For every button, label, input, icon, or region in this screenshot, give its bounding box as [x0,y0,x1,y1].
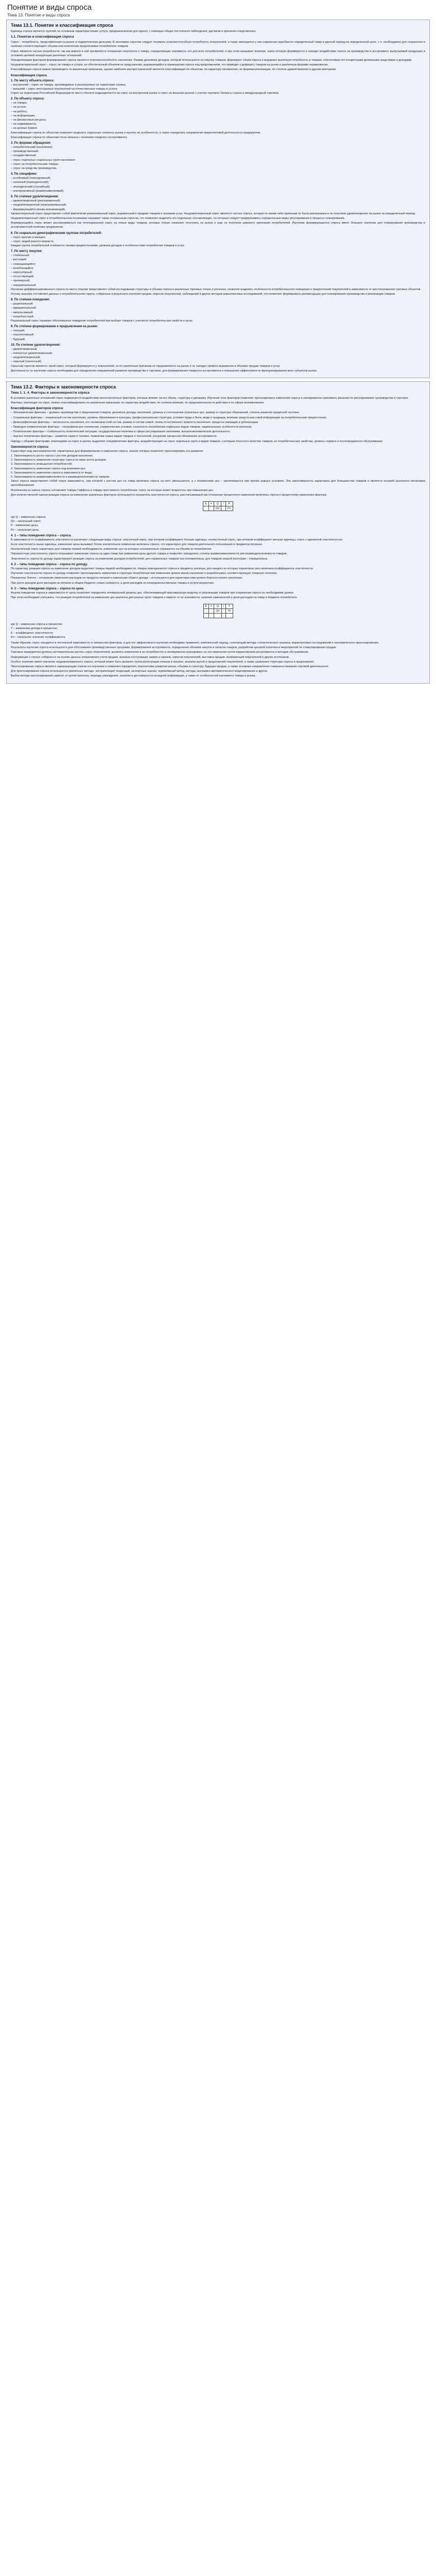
list-item: – стабильный; [11,254,30,258]
table-row [203,604,233,609]
group-label: 7. По месту покупки: [11,250,43,253]
table-row [203,614,233,618]
group-label: 6. По социально-демографическим группам потребителей: [11,231,102,235]
list-item: – растущий; [11,258,27,262]
table-row [203,506,233,511]
table-cell [209,609,214,614]
list-item: 6. Закономерность взаимозаменяемости и взаимодополняемости товаров. [11,476,110,479]
group-label: 8. По степени поведения: [11,298,50,302]
table-cell: Po [226,506,233,511]
list-item: – на ценные бумаги. [11,127,38,130]
legend-line: Y – изменение дохода в процентах; [11,627,58,631]
list-item: 1. Закономерность роста спроса с ростом доходов населения. [11,454,93,458]
table-cell: Е [203,502,209,506]
list-item: – спрос людей разного возраста. [11,240,55,243]
paragraph: Таким образом, спрос находится в постоянной зависимости от множества факторов, и для его эффективного изучения необходимо применять комплексный подход, сочетающий методы статистического анализа, маркетинговых исследований и экономического прогнозирования. [11,641,379,645]
table-cell: Qo [214,609,221,614]
list-item: – скрытый (латентный). [11,360,42,364]
list-item: – эпизодический (случайный); [11,185,50,189]
paragraph: Определяющим фактором формирования спроса является платежеспособность населения. Размер денежных доходов, который используется на покупку товаров, формирует объём спроса и выражает рыночную потребность в товарах, обеспечивая его конкретными денежными средствами и доходами. [11,59,412,62]
paragraph: Исключения из закона спроса составляют товары Гиффена и товары престижного потребления, спрос на которые может возрастать при повышении цен. [11,488,214,492]
section-heading: 4. 1 – типы поведения спроса – спроса. [11,534,72,537]
paragraph: Наряду с общими факторами, влияющими на спрос в целом, выделяют специфические факторы, воздействующие на спрос отдельных групп и видов товаров, к которым относятся качество товаров, их потребительские свойства, уровень сервиса и послепродажного обслуживания. [11,439,383,443]
income-elasticity-table [203,604,233,618]
paragraph: В условиях рыночных отношений спрос подвергается воздействию многочисленных факторов, которые влияют на его объем, структуру и динамику. Изучение этих факторов позволяет прогнозировать изменения спроса и своевременно принимать решения по регулированию производства и торговли. [11,397,409,400]
paragraph: Скрытым спросом является такой спрос, который формируется у покупателей, но по различным причинам не предъявляется на рынке и не находит прямого выражения в объемах продаж товаров и услуг. [11,364,281,368]
paragraph: Информация о спросе собирается на основе данных оперативного учета продаж, анализа поступивших заявок и заказов, опросов покупателей, выставок-продаж, конференций покупателей и других источников. [11,655,290,659]
legend-line: Po – начальная цена. [11,528,40,532]
table-cell [203,609,209,614]
paragraph: Спрос на территории Российской Федерации по месту объекта подразделяется на спрос на внутреннем рынке и спрос на внешних рынках с учетом торгового баланса страны и международной торговли. [11,92,280,95]
list-item: – на финансовые ресурсы; [11,118,47,122]
list-item: – на услуги; [11,106,27,109]
paragraph: Эластичность спроса по доходу характеризует реакцию спроса на изменение доходов потребителей: для нормальных товаров она положительна, для товаров низшей категории – отрицательна. [11,557,268,561]
table-cell: = [208,502,214,506]
list-item: – спрос мужчин и женщин; [11,235,46,239]
list-item: – альтернативный (взаимозаменяемый). [11,189,64,193]
list-item: – государственный; [11,154,37,158]
topic-heading: Тема 13.1. Понятие и классификация спроса [11,23,113,28]
list-item: – иррациональный; [11,307,37,310]
paragraph: Для количественной оценки реакции спроса на изменение различных факторов используется показатель эластичности спроса, рассчитываемый как отношение процентного изменения величины спроса к процентному изменению фактора. [11,493,327,497]
list-item: – на товары; [11,101,28,105]
group-10-list [11,347,425,364]
legend-line: где Q – изменение спроса в процентах; [11,623,63,626]
paragraph: Показатель Энгеля – отношение изменения расходов на продукты питания к изменению общего дохода – используется для характеристики уровня благосостояния населения. [11,577,243,580]
group-4-list [11,176,425,193]
section-heading: 4. 3 – типы поведения спроса – спроса по цене. [11,587,84,590]
paragraph: Классификация спроса по объектам тесно связана с понятием товарного ассортимента. [11,135,128,139]
page [0,0,436,693]
paragraph: Деятельность по изучению спроса необходима для определения направлений развития производства и торговли, для формирования товарного ассортимента и повышения эффективности функционирования всех субъектов рынка. [11,369,318,372]
elasticity-formula-figure [11,501,425,511]
list-item: – текущий; [11,329,25,333]
legend-line: где Q – изменение спроса; [11,516,46,519]
paragraph: Неудовлетворенный спрос в потребительском понимании называют также отложенным спросом, что позволяет выделить его отдельные составляющие, по которым следует предпринимать определенные меры регулирования в процессе планирования. [11,216,345,220]
list-item: – полностью удовлетворенный; [11,351,53,355]
paragraph: Удовлетворенный спрос представляет собой фактически реализованный спрос, выраженный в продаже товаров и оказании услуг. Неудовлетворенный спрос является частью спроса, которая по каким-либо причинам не была реализована и не получила удовлетворения на рынке за определенный период. [11,212,416,215]
paragraph: Закон спроса представляет собой такую зависимость, при которой с ростом цен на товар величина спроса на него уменьшается, а с понижением цен – увеличивается при прочих равных условиях. Эта закономерность характерна для большинства товаров и является основой рыночного механизма ценообразования. [11,480,425,487]
list-item: – неудовлетворенный (нереализованный); [11,204,67,207]
list-item: – нерегулярный; [11,270,33,274]
table-row [203,502,233,506]
paragraph: Прогнозирование спроса является завершающим этапом его изучения и позволяет определить перспективы развития рынка, объемы и структуру будущих продаж, а также основные направления совершенствования торговой деятельности. [11,665,329,668]
factor-item: – Демографические факторы – численность населения, его половозрастной состав, размер и состав семей, темпы естественного прироста населения, процессы миграции и урбанизации. [11,420,259,424]
paragraph: Неэластичный спрос характерен для товаров первой необходимости, изменение цен на которые незначительно отражается на объеме их потребления. [11,548,212,551]
group-2-list [11,101,425,130]
breadcrumb[interactable]: Тема 13. Понятие и виды спроса [7,13,70,18]
list-item: – рациональный; [11,302,33,306]
intro-paragraph: Единица спроса является группой, по основным характеристикам: услуга, предназначенная для одного, с помощью общих постоянного наблюдения, датчиков и причинно-следственных. [11,30,257,33]
list-item: – нерациональный. [11,283,37,287]
group-9-list [11,329,425,342]
group-label: 9. По степени формирования и предъявления на рынке: [11,325,98,329]
group-label: 4. По специфике: [11,173,38,176]
list-item: – потребительский (населения); [11,146,53,149]
group-label: 3. По формам обращения: [11,142,51,145]
paragraph: Торговые предприятия должны систематически изучать спрос покупателей, выявлять изменения в их потребностях и своевременно реагировать на эти изменения путем корректировки ассортимента и методов обслуживания. [11,651,309,654]
list-item: – отсутствующий; [11,275,34,279]
topic-13-2-box [6,381,430,684]
paragraph: Для прогнозирования спроса используются различные методы: экстраполяция тенденций, экспертные оценки, нормативный метод, методы экономико-математического моделирования и другие. [11,670,268,673]
laws-list [11,454,425,479]
group-label: 1. По месту объекта спроса: [11,79,55,82]
group-8-list [11,302,425,319]
table-cell: / [221,502,226,506]
paragraph: Формирующийся спрос может рассматриваться как потенциальный спрос на новые виды товаров, которые только начинают поступать на рынок и еще не получили широкого признания потребителей. Изучение формирующегося спроса имеет большое значение для планирования производства и ассортиментной политики предприятия. [11,222,425,229]
table-cell: Y [226,604,233,609]
laws-heading: Закономерности спроса: [11,445,49,449]
table-cell: P [226,502,233,506]
section-heading: 1.1. Понятие и классификация спроса [11,35,74,39]
elasticity-formula-table [203,501,233,511]
table-cell [209,614,214,618]
group-label: 2. По объекту спроса: [11,97,45,101]
section-heading: 4. 2 – типы поведения спроса – спроса по доходу. [11,563,88,566]
legend-line: P – изменение цены; [11,524,39,528]
group-7-list [11,253,425,287]
group-label: 10. По степени удовлетворения: [11,343,61,347]
table-cell: Qo [214,506,221,511]
table-cell: Q [214,502,221,506]
final-paragraphs [11,641,425,679]
paragraph: Спрос – потребность, представленная на рынке и подкрепленная деньгами. В экономике спросом следует понимать платежеспособную потребность покупателей, а также имеющееся у них намерение приобрести определенный товар в данный период по определенной цене, т. е. необходимое для сохранения в наличии соответствующего объема или количества предлагаемых потребителю товаров. [11,41,425,48]
list-item: – спрос на потребительские товары; [11,162,59,166]
formula-legend [11,622,425,639]
list-item: – неудовлетворенный; [11,356,41,360]
group-5-list [11,199,425,212]
paragraph: Факторы, влияющие на спрос, можно классифицировать по различным признакам: по характеру воздействия, по степени влияния, по продолжительности действия и по сфере возникновения. [11,401,265,405]
group-6-list [11,235,425,244]
table-cell: Q [214,604,221,609]
list-item: – устойчивый (повседневный); [11,177,51,180]
table-cell [203,506,209,511]
factors-heading: Классификация факторов спроса: [11,407,64,411]
table-cell [226,614,233,618]
paragraph: Основу анализа составляют данные о потребительском спросе, собранные в результате изучения продаж, опросов покупателей, наблюдений и других методов маркетинговых исследований, что позволяет формировать рекомендации для планирования производства и реализации товаров. [11,292,396,296]
legend-line: Qo – начальный спрос; [11,520,42,523]
table-cell: / [221,604,226,609]
list-item: – внешний – спрос иностранных покупателей на отечественные товары и услуги. [11,87,118,91]
legend-line: Ео – начальное значение коэффициента. [11,635,66,639]
legend-line: E – коэффициент эластичности; [11,631,54,635]
paragraph: Рациональный спрос отражает обоснованное поведение потребителей при выборе товаров с учетом их потребительских свойств и цены. [11,319,194,323]
list-item: – будущий. [11,337,26,341]
list-item: – потребностный. [11,315,34,318]
factor-item: – Экономические факторы – уровень производства и предложения товаров, денежные доходы населения, уровень и соотношение розничных цен, размер и структура сбережений, степень развития кредитной системы. [11,411,300,415]
topic-13-1-box [6,20,430,378]
list-item: – перспективный; [11,333,34,337]
group-3-list [11,145,425,171]
paragraph: Если эластичность выше единицы, изменение цены вызывает более значительное изменение величины спроса, что характерно для товаров длительного пользования и предметов роскоши. [11,543,263,547]
table-cell: Yo [226,609,233,614]
paragraph: Выбор метода прогнозирования зависит от целей прогноза, периода упреждения, наличия и достоверности исходной информации, а также от особенностей изучаемого товара и рынка. [11,674,256,678]
list-item: – колеблющийся; [11,266,34,270]
table-cell [221,614,226,618]
paragraph: Изучение дифференцированного спроса по месту покупки представляет собой исследование структуры и объема спроса в различных торговых точках и регионах, позволяя выделить особенности потребительского поведения и предпочтений покупателей в зависимости от местоположения торговых объектов. [11,287,421,291]
paragraph: Классификация спроса можно производить по различным признакам, однако наиболее распространенной является классификация по объектам, по характеру проявления, по формам реализации, по степени удовлетворения и другим критериям. [11,68,337,72]
table-cell [221,609,226,614]
paragraph: Неудовлетворенный спрос – спрос на товары и услуги, не обеспеченный объемом их предложения, выражающийся в превышении спроса над предложением, что приводит к дефициту товаров на рынке и различным формам неравновесия. [11,63,328,67]
table-row [203,609,233,614]
paragraph: Спрос является частью потребности, так как именно в ней проявляется отношение покупателя к товару, определяющая значимость его для всех потребителей, и при этом оказывает влияние, через которую формируется и находит воздействие спроса на производство и ассортимент выпускаемой продукции, в условиях целевой конкуренции рыночных отношений. [11,49,425,57]
list-item: 2. Закономерность изменения структуры спроса по мере роста доходов. [11,459,107,462]
page-title: Понятие и виды спроса [7,3,92,12]
list-item: – сокращающийся; [11,262,36,266]
list-item: – внутренний – спрос на товары, производимые и реализуемые на территории страны; [11,83,126,87]
paragraph: В зависимости от коэффициента эластичности различают следующие виды спроса: эластичный спрос, при котором коэффициент больше единицы; неэластичный спрос, при котором коэффициент меньше единицы; спрос с единичной эластичностью. [11,538,343,541]
classification-heading: Классификация спроса [11,74,47,77]
formula-legend [11,515,425,532]
income-elasticity-figure [11,604,425,618]
factor-item: – Научно-технические факторы – развитие науки и техники, появление новых видов товаров и технологий, ускорение процессов обновления ассортимента. [11,435,217,438]
paragraph: Изучение эластичности спроса по доходу позволяет прогнозировать изменения в структуре потребления при изменении уровня жизни населения и разрабатывать соответствующую товарную политику. [11,572,277,575]
list-item: 3. Закономерность возвышения потребностей. [11,463,73,466]
paragraph: Существует ряд закономерностей, характерных для формирования и изменения спроса, знание которых позволяет прогнозировать его развитие: [11,449,204,453]
list-item: – формирующийся (вновь возникающий). [11,208,66,211]
table-cell [203,614,209,618]
list-item: – на работы; [11,110,28,113]
list-item: – на информацию; [11,114,36,117]
paragraph: Классификация спроса по объектам позволяет выделить отдельные сегменты рынка и изучить их особенности, а также определить направления маркетинговой деятельности предприятия. [11,131,261,134]
table-cell [221,506,226,511]
paragraph: Каждая группа потребителей отличается своими предпочтениями, уровнем доходов и особенностями потребления товаров и услуг. [11,244,185,247]
list-item: – удовлетворенный; [11,347,38,351]
list-item: – производственный; [11,150,39,154]
list-item: – сезонный (периодический); [11,181,49,184]
table-cell [214,614,221,618]
paragraph: Перекрестная эластичность спроса показывает изменение спроса на один товар при изменении цены другого товара и позволяет определить степень взаимозаменяемости или взаимодополняемости товаров. [11,552,288,556]
list-item: – на недвижимость; [11,123,37,126]
list-item: – импульсивный; [11,311,33,314]
list-item: – спрос отдельных социальных групп населения; [11,158,76,162]
table-cell: Е [203,604,209,609]
list-item: 4. Закономерность изменения спроса под влиянием цен. [11,467,86,470]
factor-item: – Политические факторы – стабильность политической ситуации, государственная политика в сфере регулирования экономики, внешнеэкономическая деятельность. [11,430,231,434]
list-item: 5. Закономерность изменения спроса в зависимости от моды. [11,471,93,474]
group-label: 5. По степени удовлетворения: [11,195,59,199]
paragraph: Особое значение имеет изучение неудовлетворенного спроса, который может быть выявлен путем регистрации отказов в покупке, анализа жалоб и предложений покупателей, а также сравнения структуры спроса и предложения. [11,660,315,664]
list-item: – спрос на средства производства. [11,167,57,171]
table-cell: = [209,604,214,609]
paragraph: По характеру реакции спроса на изменение доходов выделяют товары первой необходимости, товары повседневного спроса и предметы роскоши, для каждого из которых характерна своя величина коэффициента эластичности. [11,567,314,570]
table-cell [208,506,214,511]
list-item: – удовлетворенный (реализованный); [11,199,61,203]
topic-heading: Тема 13.2. Факторы и закономерности спроса [11,384,116,389]
group-1-list [11,83,425,91]
section-heading: Тема 1. 1. 4. Факторы и закономерности спроса [11,391,90,395]
paragraph: Результаты изучения спроса используются для обоснования производственных программ, формирования ассортимента, определения объемов закупок и запасов товаров, разработки ценовой политики и мероприятий по стимулированию продаж. [11,646,337,650]
paragraph: При этом необходимо учитывать, что реакция потребителей на изменение цен различна для разных групп товаров и зависит от их значимости, наличия заменителей и доли расходов на товар в бюджете потребителя. [11,596,298,599]
factor-item: – Природно-климатические факторы – географическое положение, климатические условия, сезонность потребления отдельных видов товаров, национальные особенности регионов. [11,426,252,429]
paragraph: При росте доходов доля расходов на питание в общем бюджете семьи снижается, а доля расходов на непродовольственные товары и услуги возрастает. [11,581,215,585]
paragraph: Анализ поведения спроса в зависимости от цены позволяет определить оптимальный уровень цен, обеспечивающий максимальную выручку от реализации товаров при сохранении спроса на необходимом уровне. [11,591,294,595]
factor-item: – Социальные факторы – социальный состав населения, уровень образования и культуры, профессиональная структура, условия труда и быта, мода и традиции, влияние средств массовой информации на потребительские предпочтения. [11,416,327,419]
list-item: – чрезмерный; [11,279,30,283]
